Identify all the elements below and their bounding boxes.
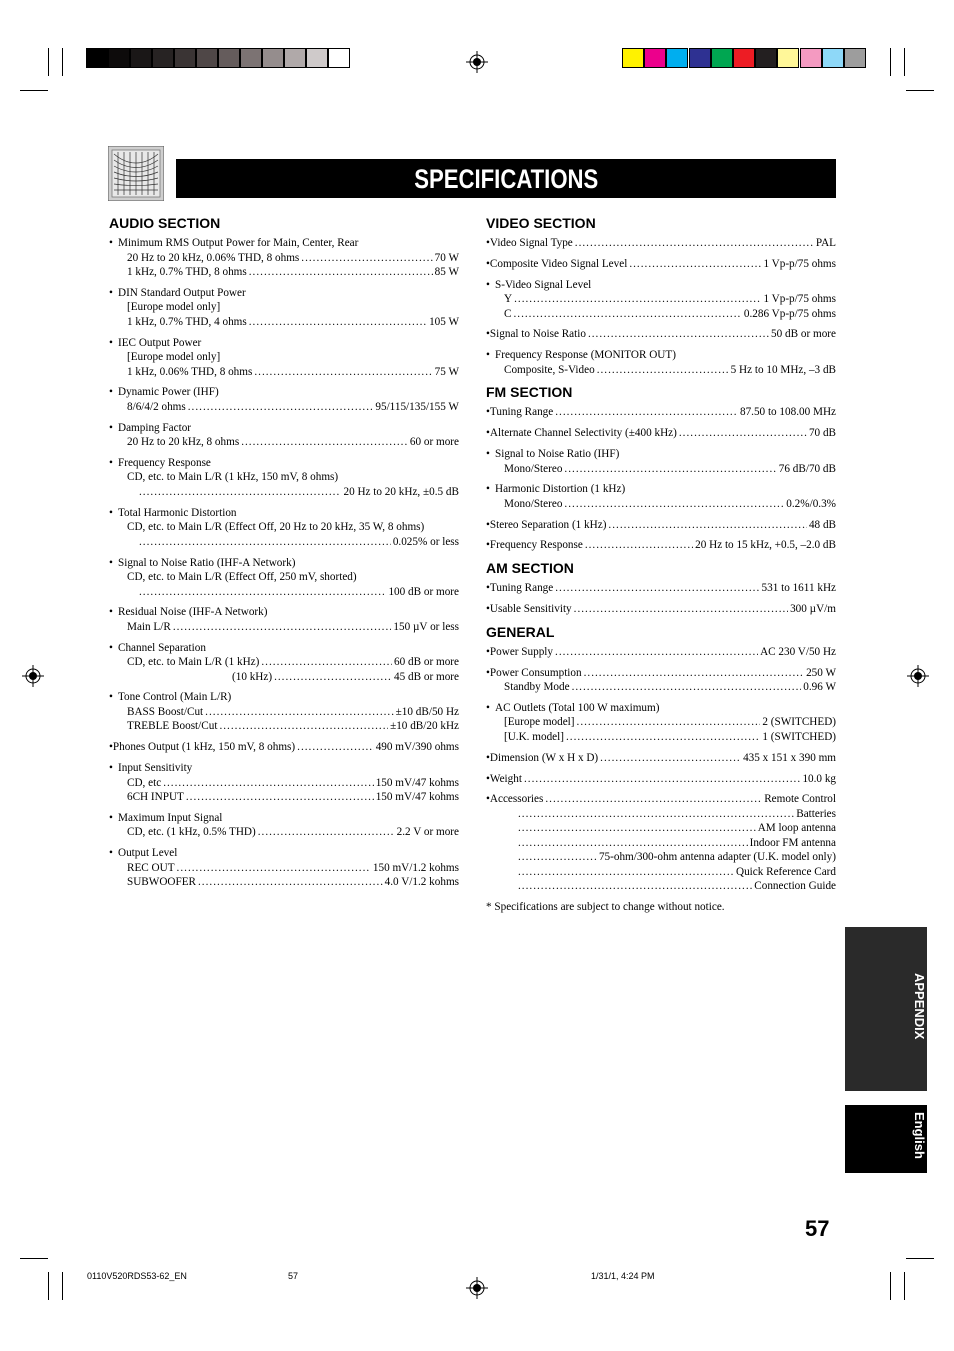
crop-mark: [48, 48, 49, 76]
spec-value: 1 Vp-p/75 ohms: [763, 293, 836, 306]
spec-item: • IEC Output Power [Europe model only] 1 kHz, 0.06% THD, 8 ohms ..... 75 W: [109, 336, 459, 380]
spec-sublabel: 8/6/4/2 ohms: [127, 400, 186, 413]
spec-label: Accessories: [489, 793, 544, 806]
color-swatch: [755, 48, 777, 68]
spec-label: Tone Control (Main L/R): [118, 691, 232, 704]
spec-label: Tuning Range: [489, 406, 554, 419]
footer-timestamp: 1/31/1, 4:24 PM: [591, 1271, 655, 1281]
color-swatch: [844, 48, 866, 68]
section-heading: GENERAL: [486, 623, 555, 640]
spec-item: • Frequency Response ..... 20 Hz to 15 kHz, +0.5, –2.0 dB: [486, 538, 836, 553]
am-section: [486, 559, 836, 616]
page-number: 57: [805, 1216, 830, 1241]
spec-label: Dynamic Power (IHF): [118, 386, 219, 399]
spec-label: Frequency Response: [489, 539, 583, 552]
spec-value: 45 dB or more: [394, 670, 459, 683]
spec-item: • Dynamic Power (IHF) 8/6/4/2 ohms ..... 95/115/135/155 W: [109, 385, 459, 414]
color-swatch: [196, 48, 218, 68]
spec-value: 435 x 151 x 390 mm: [743, 751, 836, 764]
audio-section: [109, 214, 459, 896]
spec-item: • Stereo Separation (1 kHz) ..... 48 dB: [486, 518, 836, 533]
speaker-grille-icon: [108, 146, 164, 201]
tab-language: [845, 1105, 927, 1173]
spec-value: 490 mV/390 ohms: [375, 741, 459, 754]
color-swatch: [666, 48, 688, 68]
spec-label: DIN Standard Output Power: [118, 286, 246, 299]
spec-value: 60 or more: [409, 436, 459, 449]
spec-value: 531 to 1611 kHz: [761, 582, 836, 595]
color-swatch: [622, 48, 644, 68]
spec-label: Dimension (W x H x D): [489, 751, 599, 764]
color-swatch: [822, 48, 844, 68]
spec-label: Frequency Response (MONITOR OUT): [495, 349, 676, 362]
spec-label: Usable Sensitivity: [489, 603, 572, 616]
crop-mark: [906, 90, 934, 91]
spec-sublabel: Composite, S-Video: [504, 363, 595, 376]
color-swatch: [86, 48, 108, 68]
spec-value: 150 mV/1.2 kohms: [372, 861, 459, 874]
spec-item: • Dimension (W x H x D) ..... 435 x 151 x 390 mm: [486, 751, 836, 766]
color-swatch: [262, 48, 284, 68]
crop-mark: [20, 1258, 48, 1259]
crop-mark: [890, 1272, 891, 1300]
spec-sublabel: 1 kHz, 0.06% THD, 8 ohms: [127, 365, 253, 378]
spec-item: • Frequency Response CD, etc. to Main L/R (1 kHz, 150 mV, 8 ohms) ..... 20 Hz to 20 kHz, ±0.5 dB: [109, 456, 459, 500]
crop-mark: [890, 48, 891, 76]
accessory-item: Indoor FM antenna: [749, 836, 836, 849]
accessory-item: AM loop antenna: [757, 822, 836, 835]
spec-sublabel: Y: [504, 293, 513, 306]
spec-label: Signal to Noise Ratio: [489, 328, 586, 341]
spec-value: 60 dB or more: [394, 656, 459, 669]
spec-value: 20 Hz to 15 kHz, +0.5, –2.0 dB: [695, 539, 836, 552]
footer-page: 57: [288, 1271, 299, 1281]
color-swatch: [644, 48, 666, 68]
accessory-item: 75-ohm/300-ohm antenna adapter (U.K. model only): [598, 851, 836, 864]
spec-sublabel: 6CH INPUT: [127, 791, 184, 804]
spec-value: 100 dB or more: [388, 585, 459, 598]
spec-value: 76 dB/70 dB: [778, 462, 836, 475]
spec-item: • Frequency Response (MONITOR OUT) Composite, S-Video ..... 5 Hz to 10 MHz, –3 dB: [486, 348, 836, 377]
spec-value: 75 W: [434, 365, 459, 378]
spec-value: 150 mV/47 kohms: [375, 776, 459, 789]
spec-item: • Weight ..... 10.0 kg: [486, 772, 836, 787]
spec-note: CD, etc. to Main L/R (1 kHz, 150 mV, 8 ohms): [127, 471, 339, 484]
spec-item: • Maximum Input Signal CD, etc. (1 kHz, 0.5% THD) ..... 2.2 V or more: [109, 811, 459, 840]
spec-value: 4.0 V/1.2 kohms: [384, 876, 459, 889]
registration-mark-icon: [466, 1277, 488, 1299]
spec-label: Composite Video Signal Level: [489, 257, 628, 270]
crop-mark: [20, 90, 48, 91]
spec-label: Harmonic Distortion (1 kHz): [495, 483, 626, 496]
spec-item: • Composite Video Signal Level ..... 1 Vp-p/75 ohms: [486, 257, 836, 272]
spec-value: 0.96 W: [803, 681, 836, 694]
spec-note: CD, etc. to Main L/R (Effect Off, 250 mV, shorted): [127, 571, 357, 584]
spec-value: 105 W: [429, 315, 459, 328]
section-heading: VIDEO SECTION: [486, 215, 596, 231]
accessory-item: Connection Guide: [754, 880, 836, 893]
spec-item: • Channel Separation CD, etc. to Main L/R (1 kHz) ..... 60 dB or more (10 kHz) ..... 45 dB or more: [109, 641, 459, 685]
crop-mark: [904, 48, 905, 76]
spec-label: Frequency Response: [118, 456, 211, 469]
spec-item: • Residual Noise (IHF-A Network) Main L/R ..... 150 µV or less: [109, 605, 459, 634]
spec-item: • Power Supply ..... AC 230 V/50 Hz: [486, 645, 836, 660]
registration-mark-icon: [466, 51, 488, 73]
spec-item: • Tuning Range ..... 87.50 to 108.00 MHz: [486, 405, 836, 420]
color-swatch: [130, 48, 152, 68]
spec-value: 1 Vp-p/75 ohms: [763, 257, 836, 270]
spec-item: • Total Harmonic Distortion CD, etc. to Main L/R (Effect Off, 20 Hz to 20 kHz, 35 W, 8 ohms) ..... 0.025% or less: [109, 506, 459, 550]
color-swatch: [174, 48, 196, 68]
accessory-item: Quick Reference Card: [735, 865, 836, 878]
spec-note: [Europe model only]: [127, 351, 221, 364]
spec-item: • Harmonic Distortion (1 kHz) Mono/Stereo ..... 0.2%/0.3%: [486, 482, 836, 511]
spec-value: ±10 dB/50 Hz: [395, 705, 459, 718]
spec-item: • Usable Sensitivity ..... 300 µV/m: [486, 602, 836, 617]
spec-value: 150 mV/47 kohms: [375, 791, 459, 804]
spec-label: Damping Factor: [118, 421, 192, 434]
spec-label: Maximum Input Signal: [118, 811, 223, 824]
spec-item: • Signal to Noise Ratio (IHF-A Network) CD, etc. to Main L/R (Effect Off, 250 mV, shorted) ..... 100 dB or more: [109, 556, 459, 600]
color-swatch: [108, 48, 130, 68]
spec-item: • Minimum RMS Output Power for Main, Center, Rear 20 Hz to 20 kHz, 0.06% THD, 8 ohms ..... 70 W 1 kHz, 0.7% THD, 8 ohms ..... 85 W: [109, 236, 459, 280]
spec-item: • Output Level REC OUT ..... 150 mV/1.2 kohms SUBWOOFER ..... 4.0 V/1.2 kohms: [109, 846, 459, 890]
tab-language-label: English: [912, 1112, 927, 1159]
spec-value: AC 230 V/50 Hz: [760, 645, 836, 658]
spec-sublabel: C: [504, 307, 512, 320]
color-swatch: [218, 48, 240, 68]
spec-sublabel: CD, etc. to Main L/R (1 kHz): [127, 656, 260, 669]
spec-value: 0.286 Vp-p/75 ohms: [743, 307, 836, 320]
spec-value: 2 (SWITCHED): [762, 716, 836, 729]
spec-item: • Alternate Channel Selectivity (±400 kHz) ..... 70 dB: [486, 426, 836, 441]
spec-label: Alternate Channel Selectivity (±400 kHz): [489, 427, 677, 440]
spec-value: 10.0 kg: [802, 772, 836, 785]
spec-label: Power Consumption: [489, 666, 582, 679]
fm-section: [486, 383, 836, 552]
spec-sublabel: 20 Hz to 20 kHz, 8 ohms: [127, 436, 240, 449]
color-swatch: [328, 48, 350, 68]
color-swatch: [800, 48, 822, 68]
spec-sublabel: CD, etc: [127, 776, 162, 789]
spec-value: PAL: [815, 237, 836, 249]
registration-mark-icon: [22, 665, 44, 687]
spec-item: • Phones Output (1 kHz, 150 mV, 8 ohms) ..... 490 mV/390 ohms: [109, 740, 459, 755]
spec-sublabel: 1 kHz, 0.7% THD, 4 ohms: [127, 315, 247, 328]
spec-item: • Accessories ..... Remote Control ..... Batteries ..... AM loop antenna ..... Indoor FM antenna ..... 75-ohm/300-ohm antenna adapter (U.K. model only) ..... Quick Reference Card ..... Connection Guide: [486, 792, 836, 894]
footnote: * Specifications are subject to change without notice.: [486, 901, 725, 914]
spec-label: Signal to Noise Ratio (IHF): [495, 448, 620, 461]
crop-mark: [48, 1272, 49, 1300]
spec-value: 1 (SWITCHED): [762, 730, 836, 743]
section-heading: FM SECTION: [486, 384, 573, 401]
spec-sublabel: Mono/Stereo: [504, 462, 563, 475]
spec-item: • Tone Control (Main L/R) BASS Boost/Cut ..... ±10 dB/50 Hz TREBLE Boost/Cut ..... ±10 dB/20 kHz: [109, 690, 459, 734]
spec-value: 0.2%/0.3%: [786, 497, 836, 510]
spec-value: 300 µV/m: [790, 603, 836, 616]
spec-label: Tuning Range: [489, 582, 554, 595]
registration-mark-icon: [907, 665, 929, 687]
spec-label: S-Video Signal Level: [495, 278, 592, 291]
spec-label: Input Sensitivity: [118, 762, 193, 775]
crop-mark: [62, 1272, 63, 1300]
spec-value: 50 dB or more: [771, 328, 836, 341]
spec-sublabel: Main L/R: [127, 620, 171, 633]
spec-label: Channel Separation: [118, 641, 206, 654]
spec-item: • Tuning Range ..... 531 to 1611 kHz: [486, 581, 836, 596]
spec-label: AC Outlets (Total 100 W maximum): [495, 701, 660, 714]
spec-sublabel: Standby Mode: [504, 681, 570, 694]
spec-value: 70 dB: [808, 427, 836, 440]
spec-label: Output Level: [118, 847, 178, 860]
spec-item: • Damping Factor 20 Hz to 20 kHz, 8 ohms ..... 60 or more: [109, 421, 459, 450]
spec-sublabel: 1 kHz, 0.7% THD, 8 ohms: [127, 266, 247, 278]
video-section: [486, 214, 836, 377]
spec-sublabel: CD, etc. (1 kHz, 0.5% THD): [127, 826, 256, 839]
spec-value: 5 Hz to 10 MHz, –3 dB: [730, 363, 836, 376]
spec-label: Stereo Separation (1 kHz): [489, 518, 607, 531]
color-swatch: [152, 48, 174, 68]
crop-mark: [62, 48, 63, 76]
spec-item: • Video Signal Type ..... PAL: [486, 236, 836, 251]
accessory-item: Batteries: [796, 807, 836, 820]
color-swatch: [306, 48, 328, 68]
spec-item: • AC Outlets (Total 100 W maximum) [Europe model] ..... 2 (SWITCHED) [U.K. model] ..... 1 (SWITCHED): [486, 701, 836, 745]
spec-value: 150 µV or less: [393, 620, 459, 633]
spec-note: CD, etc. to Main L/R (Effect Off, 20 Hz to 20 kHz, 35 W, 8 ohms): [127, 521, 425, 534]
color-swatch: [733, 48, 755, 68]
color-swatch: [777, 48, 799, 68]
spec-value: 95/115/135/155 W: [375, 400, 459, 413]
spec-sublabel: [U.K. model]: [504, 730, 564, 743]
spec-label: Video Signal Type: [489, 237, 573, 249]
color-swatch: [689, 48, 711, 68]
spec-sublabel: REC OUT: [127, 861, 175, 874]
general-section: [486, 623, 836, 915]
spec-label: Power Supply: [489, 645, 554, 658]
spec-value: Remote Control: [764, 793, 836, 806]
spec-sublabel: 20 Hz to 20 kHz, 0.06% THD, 8 ohms: [127, 251, 300, 264]
footer-file: 0110V520RDS53-62_EN: [87, 1271, 187, 1281]
tab-appendix: [845, 927, 927, 1091]
spec-label: Weight: [489, 772, 522, 785]
spec-value: ±10 dB/20 kHz: [390, 720, 459, 733]
spec-value: 20 Hz to 20 kHz, ±0.5 dB: [343, 485, 459, 498]
page-title: SPECIFICATIONS: [176, 159, 836, 198]
spec-label: IEC Output Power: [118, 336, 202, 349]
spec-sublabel: Mono/Stereo: [504, 497, 563, 510]
spec-value: 85 W: [434, 266, 459, 278]
spec-sublabel: BASS Boost/Cut: [127, 705, 204, 718]
spec-value: 87.50 to 108.00 MHz: [739, 406, 836, 419]
spec-label: Residual Noise (IHF-A Network): [118, 606, 268, 619]
right-column: [486, 214, 836, 921]
color-swatch: [284, 48, 306, 68]
spec-item: • Input Sensitivity CD, etc ..... 150 mV/47 kohms 6CH INPUT ..... 150 mV/47 kohms: [109, 761, 459, 805]
spec-sublabel: [Europe model]: [504, 716, 575, 729]
tab-appendix-label: APPENDIX: [912, 973, 927, 1040]
crop-mark: [904, 1272, 905, 1300]
spec-value: 250 W: [806, 666, 836, 679]
spec-value: 70 W: [434, 251, 459, 264]
spec-value: 0.025% or less: [392, 535, 459, 548]
spec-note: [Europe model only]: [127, 301, 221, 314]
spec-item: • Signal to Noise Ratio ..... 50 dB or more: [486, 327, 836, 342]
spec-item: • Power Consumption ..... 250 W Standby Mode ..... 0.96 W: [486, 666, 836, 695]
spec-item: • S-Video Signal Level Y ..... 1 Vp-p/75 ohms C ..... 0.286 Vp-p/75 ohms: [486, 278, 836, 322]
spec-value: 48 dB: [808, 518, 836, 531]
spec-value: 2.2 V or more: [396, 826, 459, 839]
section-heading: AUDIO SECTION: [109, 215, 221, 231]
spec-item: • Signal to Noise Ratio (IHF) Mono/Stereo ..... 76 dB/70 dB: [486, 447, 836, 476]
section-heading: AM SECTION: [486, 560, 574, 577]
spec-label: Minimum RMS Output Power for Main, Center, Rear: [118, 237, 359, 249]
spec-label: Total Harmonic Distortion: [118, 506, 237, 519]
spec-sublabel: (10 kHz): [232, 670, 273, 683]
color-swatch: [711, 48, 733, 68]
spec-label: Signal to Noise Ratio (IHF-A Network): [118, 556, 296, 569]
spec-item: • DIN Standard Output Power [Europe model only] 1 kHz, 0.7% THD, 4 ohms ..... 105 W: [109, 286, 459, 330]
color-swatch: [240, 48, 262, 68]
spec-sublabel: TREBLE Boost/Cut: [127, 720, 218, 733]
spec-sublabel: SUBWOOFER: [127, 876, 196, 889]
spec-label: Phones Output (1 kHz, 150 mV, 8 ohms): [112, 741, 296, 754]
crop-mark: [906, 1258, 934, 1259]
